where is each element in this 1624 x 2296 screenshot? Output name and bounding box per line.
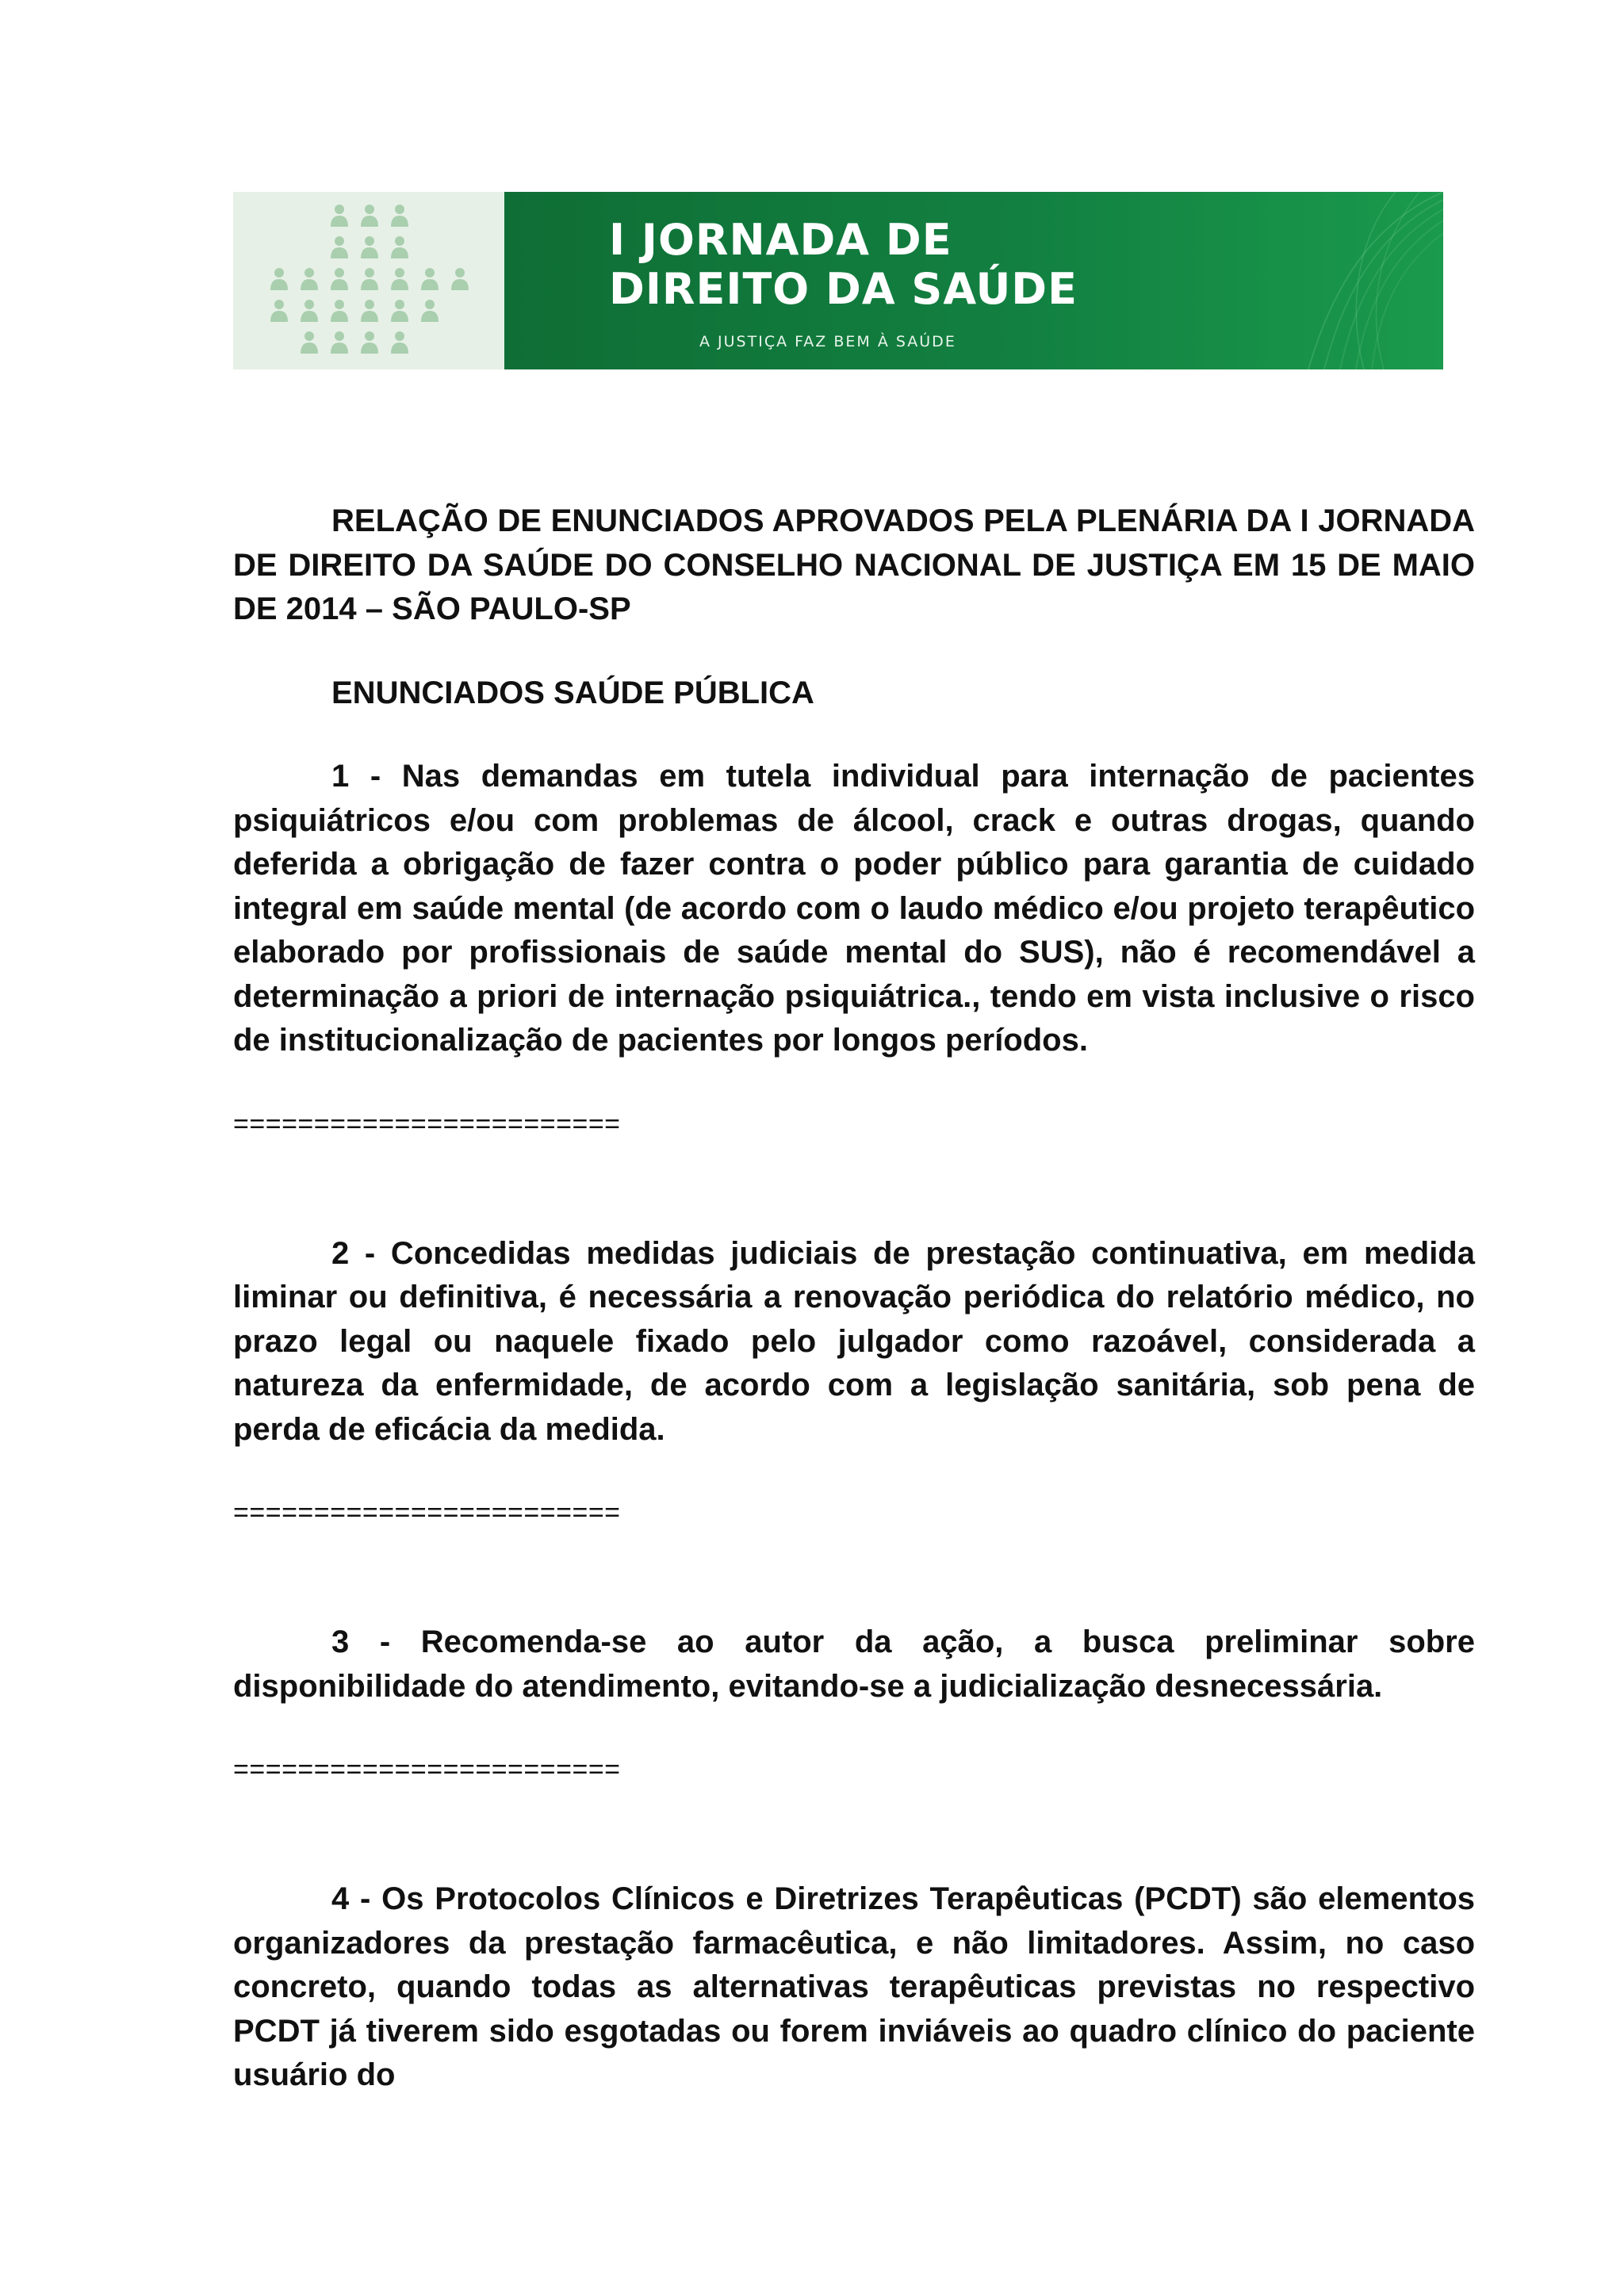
- separator-2: ========================: [233, 1498, 621, 1528]
- banner-title-line-1: I JORNADA DE: [609, 215, 952, 265]
- person-glyph: [301, 300, 318, 322]
- person-glyph: [301, 331, 318, 354]
- person-glyph: [361, 300, 378, 322]
- event-banner: [233, 192, 1443, 369]
- person-glyph: [391, 300, 408, 322]
- banner-tagline: A JUSTIÇA FAZ BEM À SAÚDE: [699, 333, 956, 350]
- person-glyph: [301, 268, 318, 290]
- separator-3: ========================: [233, 1755, 621, 1785]
- person-glyph: [270, 300, 288, 322]
- people-grid-icon: [233, 192, 504, 369]
- person-glyph: [270, 268, 288, 290]
- enunciado-3: 3 - Recomenda-se ao autor da ação, a busca preliminar sobre disponibilidade do atendimento, evitando-se a judicialização desnecessária.: [233, 1624, 1475, 1704]
- person-glyph: [451, 268, 469, 290]
- banner-icon-panel: [233, 192, 504, 369]
- document-title: RELAÇÃO DE ENUNCIADOS APROVADOS PELA PLENÁRIA DA I JORNADA DE DIREITO DA SAÚDE DO CONSELHO NACIONAL DE JUSTIÇA EM 15 DE MAIO DE 2014 – SÃO PAULO-SP: [233, 503, 1475, 626]
- person-glyph: [361, 268, 378, 290]
- person-glyph: [331, 236, 348, 258]
- person-glyph: [361, 331, 378, 354]
- person-glyph: [391, 331, 408, 354]
- enunciado-2: 2 - Concedidas medidas judiciais de prestação continuativa, em medida liminar ou definitiva, é necessária a renovação periódica do relatório médico, no prazo legal ou naquele fixado pelo julgador como razoável, considerada a natureza da enfermidade, de acordo com a legislação sanitária, sob pena de perda de eficácia da medida.: [233, 1235, 1475, 1447]
- document-body: [233, 499, 1475, 2098]
- person-glyph: [421, 268, 439, 290]
- enunciado-1: 1 - Nas demandas em tutela individual para internação de pacientes psiquiátricos e/ou com problemas de álcool, crack e outras drogas, quando deferida a obrigação de fazer contra o poder público para garantia de cuidado integral em saúde mental (de acordo com o laudo médico e/ou projeto terapêutico elaborado por profissionais de saúde mental do SUS), não é recomendável a determinação a priori de internação psiquiátrica., tendo em vista inclusive o risco de institucionalização de pacientes por longos períodos.: [233, 759, 1475, 1058]
- person-glyph: [391, 205, 408, 227]
- section-heading: ENUNCIADOS SAÚDE PÚBLICA: [331, 675, 814, 710]
- person-glyph: [331, 205, 348, 227]
- person-glyph: [391, 268, 408, 290]
- banner-title: [609, 216, 1078, 314]
- person-glyph: [361, 236, 378, 258]
- person-glyph: [331, 300, 348, 322]
- person-glyph: [361, 205, 378, 227]
- decorative-swoosh-icon: [1237, 192, 1443, 369]
- banner-title-line-2: DIREITO DA SAÚDE: [609, 264, 1078, 314]
- person-glyph: [331, 331, 348, 354]
- separator-1: ========================: [233, 1108, 621, 1139]
- person-glyph: [391, 236, 408, 258]
- person-glyph: [421, 300, 439, 322]
- enunciado-4: 4 - Os Protocolos Clínicos e Diretrizes Terapêuticas (PCDT) são elementos organizadores da prestação farmacêutica, e não limitadores. Assim, no caso concreto, quando todas as alternativas terapêuticas previstas no respectivo PCDT já tiverem sido esgotadas ou forem inviáveis ao quadro clínico do paciente usuário do: [233, 1881, 1475, 2092]
- banner-title-panel: [504, 192, 1443, 369]
- person-glyph: [331, 268, 348, 290]
